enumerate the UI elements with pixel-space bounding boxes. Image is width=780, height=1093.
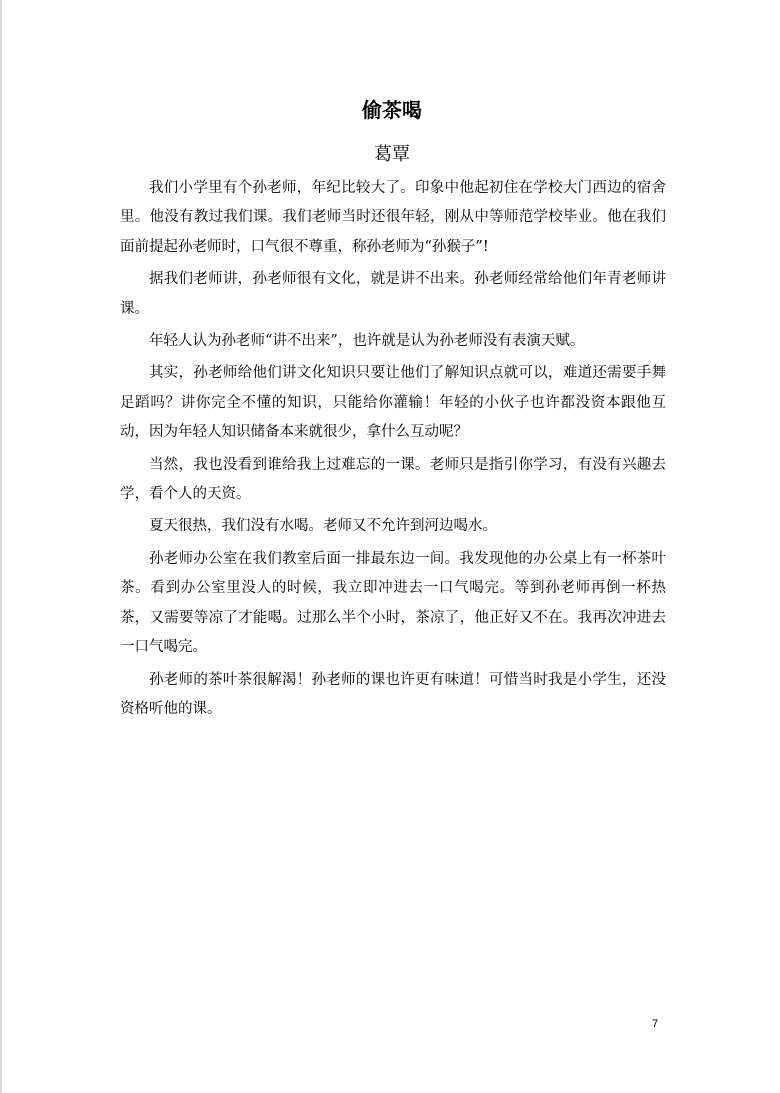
document-body <box>120 174 666 727</box>
paragraph: 孙老师办公室在我们教室后面一排最东边一间。我发现他的办公桌上有一杯茶叶茶。看到办公室里没人的时候，我立即冲进去一口气喝完。等到孙老师再倒一杯热茶，又需要等凉了才能喝。过那么半个小时，茶凉了，他正好又不在。我再次冲进去一口气喝完。 <box>120 550 666 656</box>
paragraph: 当然，我也没看到谁给我上过难忘的一课。老师只是指引你学习，有没有兴趣去学，看个人的天资。 <box>120 456 666 503</box>
document-title: 偷茶喝 <box>362 98 422 122</box>
paragraph: 孙老师的茶叶茶很解渴！孙老师的课也许更有味道！可惜当时我是小学生，还没资格听他的课。 <box>120 671 666 717</box>
document-author: 葛覃 <box>374 144 410 165</box>
paragraph: 我们小学里有个孙老师，年纪比较大了。印象中他起初住在学校大门西边的宿舍里。他没有教过我们课。我们老师当时还很年轻，刚从中等师范学校毕业。他在我们面前提起孙老师时，口气很不尊重，称孙老师为“孙猴子”! <box>120 180 666 255</box>
paragraph: 据我们老师讲，孙老师很有文化，就是讲不出来。孙老师经常给他们年青老师讲课。 <box>120 271 666 317</box>
page-number: 7 <box>652 1018 659 1030</box>
paragraph: 夏天很热，我们没有水喝。老师又不允许到河边喝水。 <box>149 518 497 535</box>
paragraph: 其实，孙老师给他们讲文化知识只要让他们了解知识点就可以，难道还需要手舞足蹈吗？讲你完全不懂的知识，只能给你灌输！年轻的小伙子也许都没资本跟他互动，因为年轻人知识储备本来就很少，拿什么互动呢？ <box>120 365 666 441</box>
paragraph: 年轻人认为孙老师“讲不出来”，也许就是认为孙老师没有表演天赋。 <box>149 333 585 350</box>
